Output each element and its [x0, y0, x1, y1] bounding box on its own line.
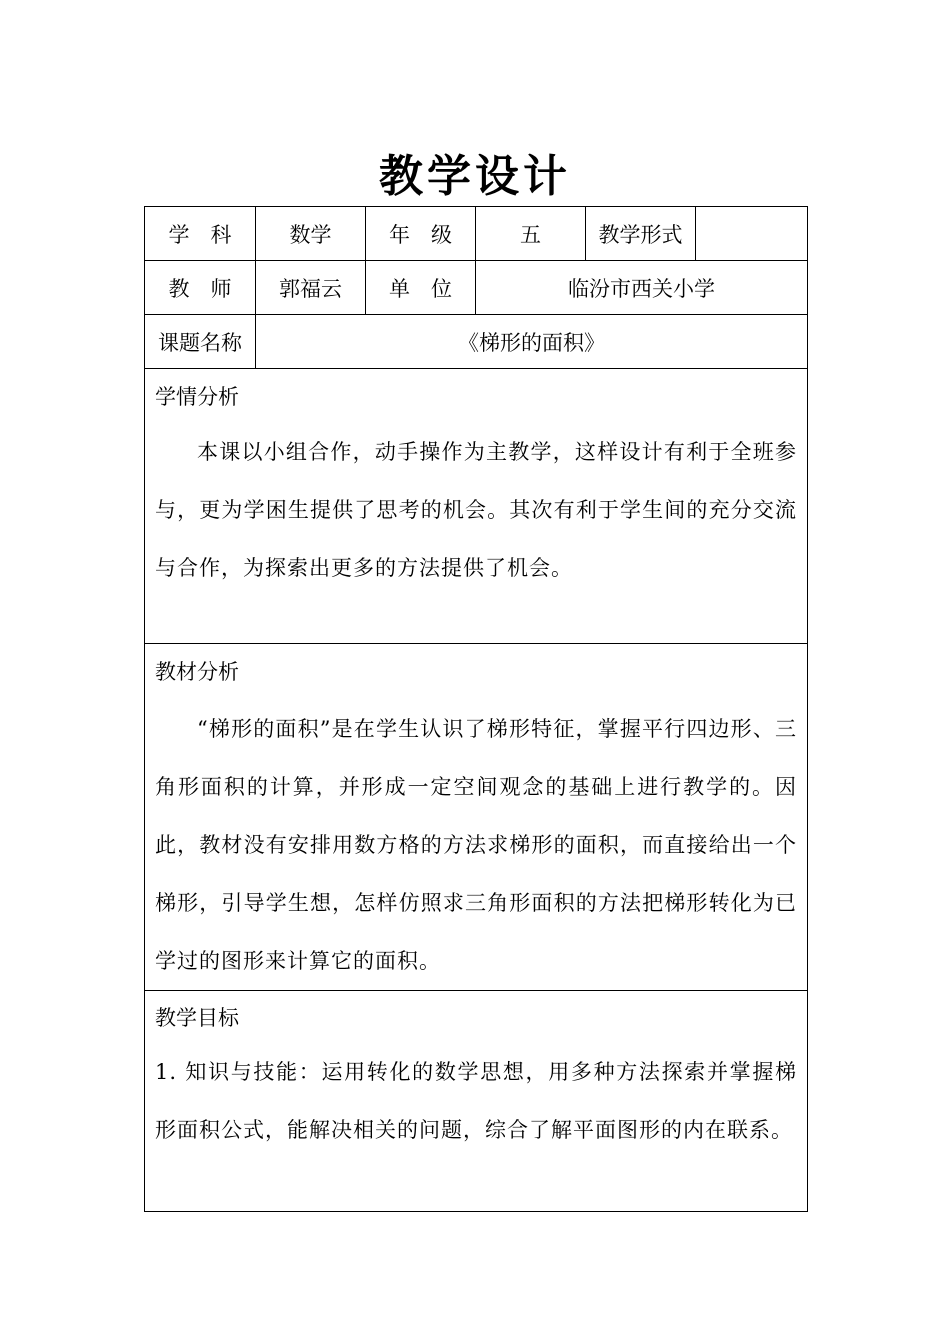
form-label: 教学形式: [586, 207, 696, 261]
objectives-title: 教学目标: [155, 1006, 239, 1030]
lesson-plan-table: [144, 206, 808, 1212]
student-analysis-text: 本课以小组合作，动手操作为主教学，这样设计有利于全班参与，更为学困生提供了思考的机会。其次有利于学生间的充分交流与合作，为探索出更多的方法提供了机会。: [155, 440, 797, 580]
objectives-section: [145, 991, 808, 1212]
row-subject: [145, 207, 808, 261]
teacher-label: 教 师: [145, 261, 256, 315]
row-student-analysis: [145, 369, 808, 644]
subject-label: 学 科: [145, 207, 256, 261]
topic-label: 课题名称: [145, 315, 256, 369]
material-analysis-title: 教材分析: [155, 660, 239, 684]
unit-value: 临汾市西关小学: [476, 261, 808, 315]
row-material-analysis: [145, 644, 808, 991]
objectives-item-1: 1. 知识与技能：运用转化的数学思想，用多种方法探索并掌握梯形面积公式，能解决相关的问题，综合了解平面图形的内在联系。: [155, 1060, 797, 1142]
grade-label: 年 级: [366, 207, 476, 261]
topic-value: 《梯形的面积》: [256, 315, 808, 369]
form-value: [696, 207, 808, 261]
student-analysis-section: [145, 369, 808, 644]
document-title: 教学设计: [379, 151, 571, 202]
material-analysis-section: [145, 644, 808, 991]
row-teacher: [145, 261, 808, 315]
row-objectives: [145, 991, 808, 1212]
unit-label: 单 位: [366, 261, 476, 315]
material-analysis-text: “梯形的面积”是在学生认识了梯形特征，掌握平行四边形、三角形面积的计算，并形成一定空间观念的基础上进行教学的。因此，教材没有安排用数方格的方法求梯形的面积，而直接给出一个梯形，引导学生想，怎样仿照求三角形面积的方法把梯形转化为已学过的图形来计算它的面积。: [155, 717, 797, 973]
row-topic: [145, 315, 808, 369]
subject-value: 数学: [256, 207, 366, 261]
student-analysis-title: 学情分析: [155, 385, 239, 409]
teacher-value: 郭福云: [256, 261, 366, 315]
grade-value: 五: [476, 207, 586, 261]
